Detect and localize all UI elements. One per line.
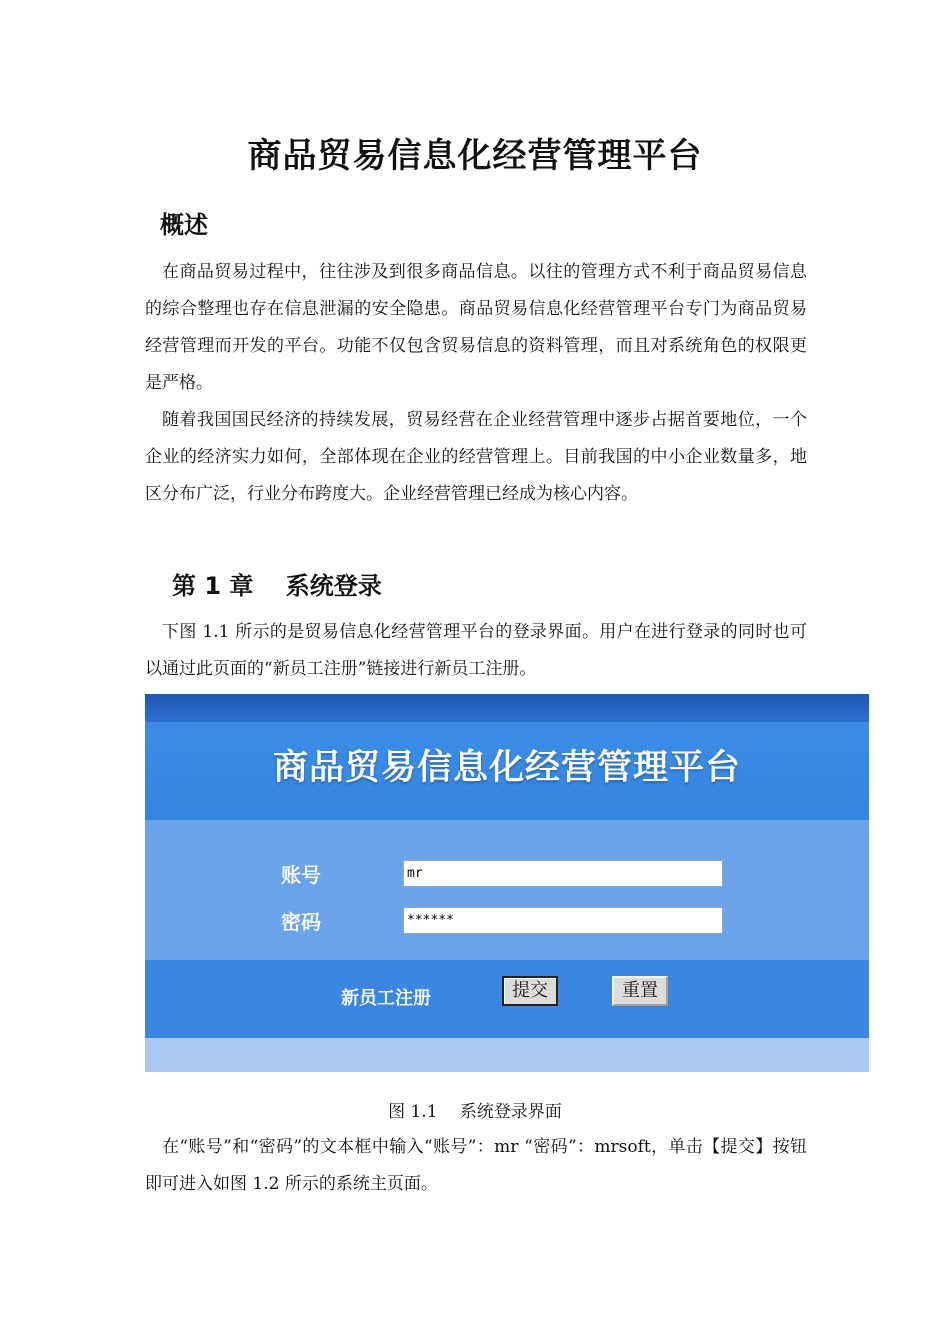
chapter-1-heading: 第 1 章 系统登录 (172, 572, 382, 600)
new-employee-register-link[interactable]: 新员工注册 (341, 988, 431, 1009)
reset-button[interactable]: 重置 (612, 976, 668, 1006)
overview-paragraph-1: 在商品贸易过程中，往往涉及到很多商品信息。以往的管理方式不利于商品贸易信息的综合整理也存在信息泄漏的安全隐患。商品贸易信息化经营管理平台专门为商品贸易经营管理而开发的平台。功能不仅包含贸易信息的资料管理，而且对系统角色的权限更是严格。 (145, 262, 807, 393)
chapter-1-paragraph-1: 下图 1.1 所示的是贸易信息化经营管理平台的登录界面。用户在进行登录的同时也可以通过此页面的“新员工注册”链接进行新员工注册。 (145, 622, 807, 679)
account-label: 账号 (281, 863, 321, 887)
password-input[interactable]: ****** (403, 907, 723, 934)
section-heading-overview: 概述 (160, 211, 208, 239)
submit-button[interactable]: 提交 (502, 976, 558, 1006)
login-form-area (145, 820, 869, 960)
chapter-1-paragraph-2: 在“账号”和“密码”的文本框中输入“账号”：mr “密码”：mrsoft，单击【提交】按钮即可进入如图 1.2 所示的系统主页面。 (145, 1137, 807, 1194)
login-screenshot (145, 694, 869, 1072)
overview-paragraph-2: 随着我国国民经济的持续发展，贸易经营在企业经营管理中逐步占据首要地位，一个企业的经济实力如何，全部体现在企业的经营管理上。目前我国的中小企业数量多，地区分布广泛，行业分布跨度大。企业经营管理已经成为核心内容。 (145, 410, 807, 504)
account-input[interactable]: mr (403, 860, 723, 887)
login-bottom-strip (145, 1038, 869, 1072)
password-label: 密码 (281, 910, 321, 934)
login-top-bar (145, 694, 869, 722)
figure-caption: 图 1.1 系统登录界面 (388, 1102, 562, 1122)
login-banner-title: 商品贸易信息化经营管理平台 (272, 748, 741, 788)
document-title: 商品贸易信息化经营管理平台 (247, 136, 703, 176)
